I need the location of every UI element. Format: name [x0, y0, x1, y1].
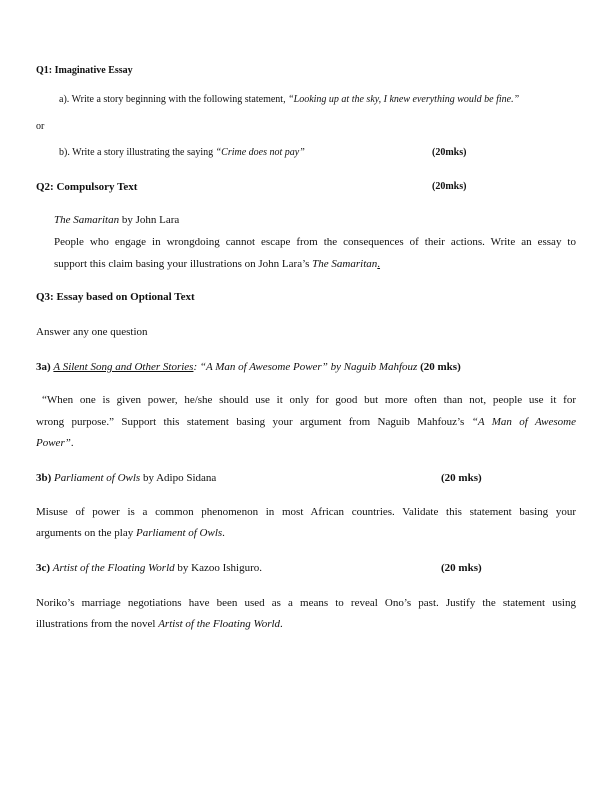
q3a-title: A Silent Song and Other Stories: [53, 361, 194, 373]
q1-option-a: [59, 93, 519, 107]
q3a-heading: [36, 360, 461, 374]
q3-heading: Q3: Essay based on Optional Text: [36, 291, 195, 303]
q3c-author: by Kazoo Ishiguro.: [174, 562, 262, 574]
q3b-prompt-line-2: [36, 526, 225, 540]
q3c-line2-text: illustrations from the novel: [36, 618, 159, 630]
q2-marks: (20mks): [432, 181, 467, 192]
q1-option-b: [59, 146, 305, 160]
q3b-title: Parliament of Owls: [54, 472, 141, 484]
q3c-prompt-line-2: [36, 617, 283, 631]
q1-a-text: a). Write a story beginning with the following statement,: [59, 94, 289, 105]
q3b-line2-title: Parliament of Owls: [136, 527, 223, 539]
q3b-label: 3b): [36, 472, 55, 484]
q3a-line3-end: .: [70, 437, 74, 449]
q3a-prompt-line-3: [36, 436, 74, 450]
q3a-label: 3a): [36, 361, 54, 373]
q2-prompt-line-2: [54, 257, 380, 271]
q3b-line2-text: arguments on the play: [36, 527, 136, 539]
q3c-marks: (20 mks): [441, 562, 482, 574]
q3a-line2-italic: “A Man of Awesome: [471, 416, 576, 428]
q3a-line2-text: wrong purpose.” Support this statement basing your argument from Naguib Mahfouz’s: [36, 416, 472, 428]
q3c-heading: [36, 561, 262, 575]
q3c-line2-end: .: [280, 618, 283, 630]
q2-book: [54, 213, 179, 227]
q3c-line2-title: Artist of the Floating World: [158, 618, 281, 630]
q1-b-text: b). Write a story illustrating the saying: [59, 147, 216, 158]
q3a-prompt-line-1: “When one is given power, he/she should use it only for good but more often than not, people use it for: [42, 394, 576, 406]
q3b-marks: (20 mks): [441, 472, 482, 484]
q3-instruction: Answer any one question: [36, 326, 148, 338]
q3a-marks: (20 mks): [417, 361, 461, 373]
q2-book-title: The Samaritan: [54, 214, 120, 226]
q3b-line2-end: .: [222, 527, 225, 539]
q1-or: or: [36, 121, 45, 132]
q3c-label: 3c): [36, 562, 53, 574]
q3a-story: : “A Man of Awesome Power” by Naguib Mahfouz: [193, 361, 418, 373]
q3a-prompt-line-2: [36, 415, 576, 429]
q2-heading: Q2: Compulsory Text: [36, 181, 138, 193]
q2-line2-end: .: [377, 258, 381, 270]
q3a-line3-italic: Power”: [36, 437, 71, 449]
q1-a-quote: “Looking up at the sky, I knew everything would be fine.”: [288, 94, 520, 105]
q2-book-author: by John Lara: [119, 214, 180, 226]
q3b-prompt-line-1: Misuse of power is a common phenomenon in most African countries. Validate this statement basing your: [36, 506, 576, 518]
q1-heading: Q1: Imaginative Essay: [36, 65, 133, 76]
q3b-author: by Adipo Sidana: [140, 472, 217, 484]
q2-line2-title: The Samaritan: [312, 258, 378, 270]
q3b-heading: [36, 471, 216, 485]
q3c-title: Artist of the Floating World: [52, 562, 175, 574]
q2-line2-text: support this claim basing your illustrations on John Lara’s: [54, 258, 313, 270]
q1-b-quote: “Crime does not pay”: [215, 147, 305, 158]
q3c-prompt-line-1: Noriko’s marriage negotiations have been used as a means to reveal Ono’s past. Justify the statement using: [36, 597, 576, 609]
q2-prompt-line-1: People who engage in wrongdoing cannot escape from the consequences of their actions. Write an essay to: [54, 236, 576, 248]
q1-b-marks: (20mks): [432, 147, 467, 158]
